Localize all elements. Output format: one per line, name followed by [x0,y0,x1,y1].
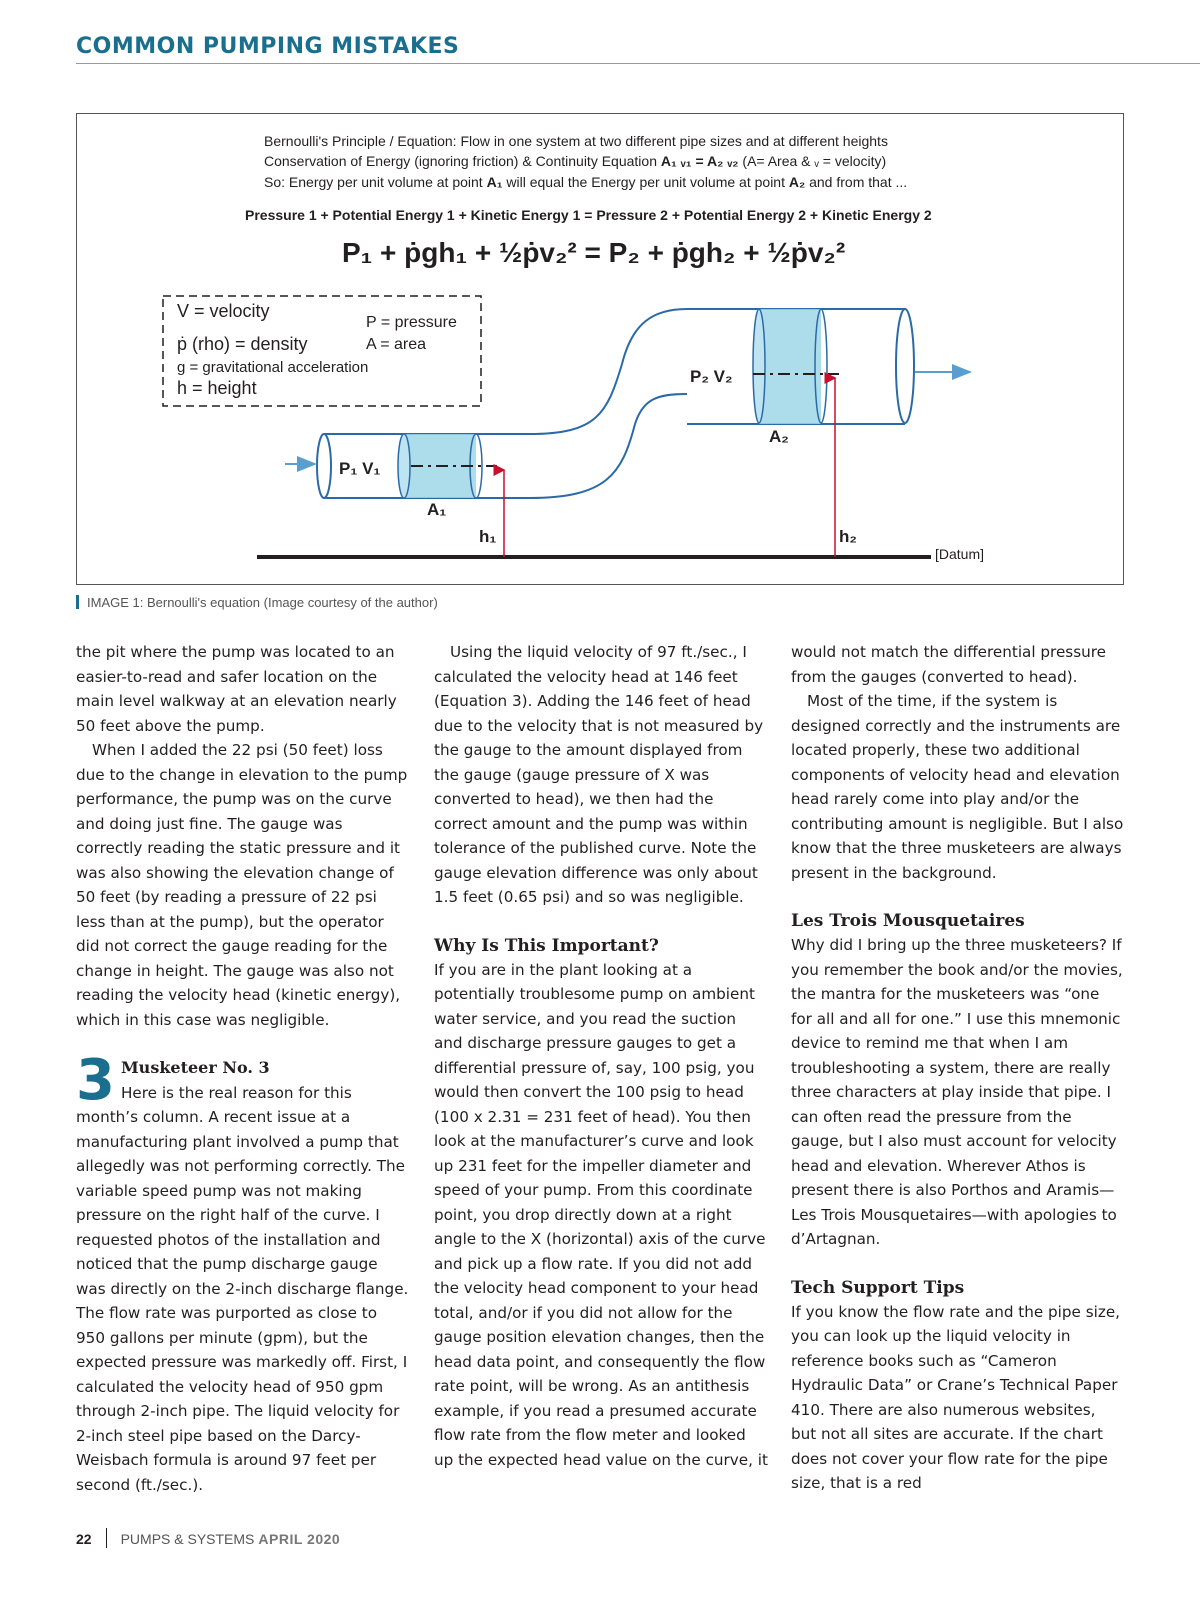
issue-date: APRIL 2020 [258,1531,341,1547]
datum-label: [Datum] [935,546,985,562]
legend-gravity: g = gravitational acceleration [177,359,369,376]
header-divider [76,63,1200,64]
label-h1: h₁ [479,527,497,546]
section-heading: Les Trois Mousquetaires [791,911,1025,931]
label-a2: A₂ [769,427,789,446]
bernoulli-figure [76,113,1124,585]
pipe-transition-bottom [529,394,687,498]
bernoulli-diagram [77,114,1123,584]
page-number: 22 [76,1531,92,1547]
paragraph: Using the liquid velocity of 97 ft./sec., I calculated the velocity head at 146 feet (Equation 3). Adding the 146 feet of head due to the velocity that is not measured by the gauge to the amount displayed from the gauge (gauge pressure of X was converted to head), we then had the correct amount and the pump was within tolerance of the published curve. Note the gauge elevation difference was only about 1.5 feet (0.65 psi) and so was negligible. [434,643,764,906]
paragraph: If you know the flow rate and the pipe size, you can look up the liquid velocity in reference books such as “Cameron Hydraulic Data” or Crane’s Technical Paper 410. There are also numerous websites, but not all sites are accurate. If the chart does not cover your flow rate for the pipe size, that is a red [791,1302,1120,1492]
legend-density: ṗ (rho) = density [177,334,308,354]
figure-line-1: Bernoulli's Principle / Equation: Flow in one system at two different pipe sizes and at different heights [264,133,888,149]
legend-pressure: P = pressure [366,314,457,331]
legend-velocity: V = velocity [177,301,270,321]
legend-area: A = area [366,336,427,353]
section-title: COMMON PUMPING MISTAKES [76,34,460,59]
figure-line-3: So: Energy per unit volume at point A₁ will equal the Energy per unit volume at point A₂ and from that ... [264,174,908,190]
page-footer [76,1528,340,1548]
paragraph: would not match the differential pressure from the gauges (converted to head). [791,643,1107,686]
paragraph: When I added the 22 psi (50 feet) loss due to the change in elevation to the pump performance, the pump was on the curve and doing just fine. The gauge was correctly reading the static pressure and it was also showing the elevation change of 50 feet (by reading a pressure of 22 psi less than at the pump), but the operator did not correct the gauge reading for the change in height. The gauge was also not reading the velocity head (kinetic energy), which in this case was negligible. [76,741,408,1029]
article-column-1 [76,640,410,1497]
label-a1: A₁ [427,500,447,519]
article-column-3 [791,640,1125,1496]
caption-text: IMAGE 1: Bernoulli's equation (Image courtesy of the author) [87,595,438,610]
drop-cap: 3 [76,1048,115,1113]
fluid-slug-a2 [759,309,821,424]
section-heading: Why Is This Important? [434,935,659,956]
footer-divider [106,1528,107,1548]
article-column-2 [434,640,768,1472]
pipe-transition-top [529,309,687,434]
figure-line-2: Conservation of Energy (ignoring friction) & Continuity Equation A₁ ᵥ₁ = A₂ ᵥ₂ (A= Area & ᵥ = velocity) [264,153,887,169]
caption-marker [76,595,79,609]
paragraph: the pit where the pump was located to an easier-to-read and safer location on the main level walkway at an elevation nearly 50 feet above the pump. [76,643,397,735]
publication-name: PUMPS & SYSTEMS [120,1531,255,1547]
label-h2: h₂ [839,527,857,546]
bernoulli-equation: P₁ + ṗgh₁ + ½ṗv₂² = P₂ + ṗgh₂ + ½ṗv₂² [342,237,846,268]
legend-height: h = height [177,378,257,398]
paragraph: Most of the time, if the system is designed correctly and the instruments are located properly, these two additional components of velocity head and elevation head rarely come into play and/or the contributing amount is negligible. But I also know that the three musketeers are always present in the background. [791,692,1124,882]
musketeer-heading: Musketeer No. 3 [120,1058,270,1077]
section-heading: Tech Support Tips [791,1277,965,1298]
energy-line: Pressure 1 + Potential Energy 1 + Kinetic Energy 1 = Pressure 2 + Potential Energy 2 + Kinetic Energy 2 [245,207,932,223]
figure-caption [76,595,438,610]
label-p1v1: P₁ V₁ [339,459,381,478]
paragraph: If you are in the plant looking at a potentially troublesome pump on ambient water service, and you read the suction and discharge pressure gauges to get a differential pressure of, say, 100 psig, you would then convert the 100 psig to head (100 x 2.31 = 231 feet of head). You then look at the manufacturer’s curve and look up 231 feet for the impeller diameter and speed of your pump. From this coordinate point, you drop directly down at a right angle to the X (horizontal) axis of the curve and pick up a flow rate. If you did not add the velocity head component to your head total, and/or if you did not allow for the gauge position elevation changes, then the head data point, and consequently the flow rate point, will be wrong. As an antithesis example, if you read a presumed accurate flow rate from the flow meter and looked up the expected head value on the curve, it [434,960,768,1469]
paragraph: Here is the real reason for this month’s column. A recent issue at a manufacturing plant involved a pump that allegedly was not performing correctly. The variable speed pump was not making pressure on the right half of the curve. I requested photos of the installation and noticed that the pump discharge gauge was directly on the 2-inch discharge flange. The flow rate was purported as close to 950 gallons per minute (gpm), but the expected pressure was markedly off. First, I calculated the velocity head of 950 gpm through 2-inch pipe. The liquid velocity for 2-inch steel pipe based on the Darcy-Weisbach formula is around 97 feet per second (ft./sec.). [76,1083,409,1494]
musketeer-section [76,1048,410,1497]
paragraph: Why did I bring up the three musketeers? If you remember the book and/or the movies, the mantra for the musketeers was “one for all and all for one.” I use this mnemonic device to remind me that when I am troubleshooting a system, there are really three characters at play inside that pipe. I can often read the pressure from the gauge, but I also must account for velocity head and elevation. Wherever Athos is present there is also Porthos and Aramis—Les Trois Mousquetaires—with apologies to d’Artagnan. [791,936,1123,1248]
label-p2v2: P₂ V₂ [690,367,733,386]
